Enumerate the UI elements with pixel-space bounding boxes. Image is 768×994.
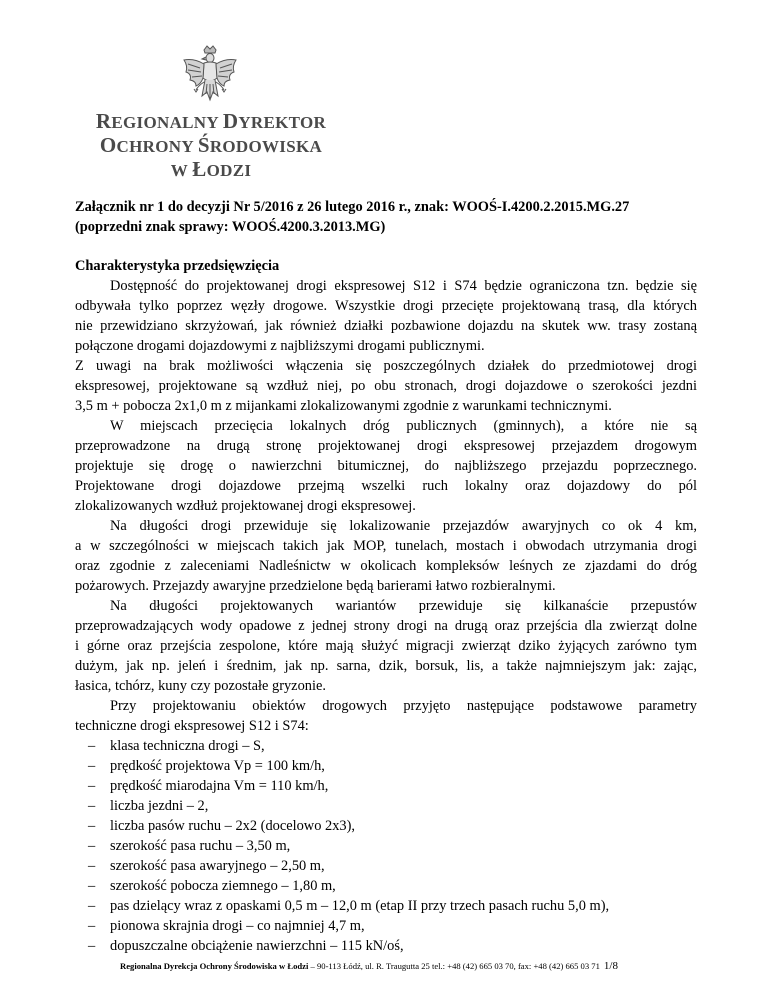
list-dash: – (88, 838, 96, 854)
paragraph-line: a w szczególności w miejscach takich jak MOP, tunelach, mostach i obwodach utrzymania drogi (75, 538, 697, 554)
office-line-2: OCHRONY ŚRODOWISKA (99, 133, 323, 157)
list-item (75, 776, 697, 796)
list-item (75, 916, 697, 936)
list-dash: – (88, 818, 96, 834)
paragraph-line: przeprowadzających wody opadowe z jednej strony drogi na drugą oraz przejścia dla zwierząt dolne (75, 618, 697, 634)
list-item (75, 736, 697, 756)
list-item-text: pionowa skrajnia drogi – co najmniej 4,7 m, (110, 918, 365, 934)
paragraph-line: Przy projektowaniu obiektów drogowych przyjęto następujące podstawowe parametry (110, 698, 697, 714)
paragraph-line: dużym, jak np. jeleń i średnim, jak np. sarna, dzik, borsuk, lis, a także najmniejszym jak: zając, (75, 658, 697, 674)
paragraph-line: przeprowadzone na drugą stronę projektowanej drogi ekspresowej przejazdem drogowym (75, 438, 697, 454)
list-item (75, 816, 697, 836)
paragraph-line: i górne oraz przejścia zespolone, które mają służyć migracji zwierząt dziko żyjących zarówno tym (75, 638, 697, 654)
list-item-text: prędkość projektowa Vp = 100 km/h, (110, 758, 325, 774)
list-dash: – (88, 778, 96, 794)
list-item-text: liczba pasów ruchu – 2x2 (docelowo 2x3), (110, 818, 355, 834)
decision-reference (75, 197, 697, 237)
list-item-text: liczba jezdni – 2, (110, 798, 209, 814)
list-dash: – (88, 858, 96, 874)
list-item-text: pas dzielący wraz z opaskami 0,5 m – 12,0 m (etap II przy trzech pasach ruchu 5,0 m), (110, 898, 610, 914)
list-item-text: dopuszczalne obciążenie nawierzchni – 115 kN/oś, (110, 938, 404, 954)
list-item-text: klasa techniczna drogi – S, (110, 738, 265, 754)
decision-reference-line-2: (poprzedni znak sprawy: WOOŚ.4200.3.2013.MG) (75, 219, 386, 235)
office-line-1-rest-2: YREKTOR (238, 113, 327, 132)
list-item-text: szerokość pasa awaryjnego – 2,50 m, (110, 858, 325, 874)
paragraph-line: projektuje się drogę o nawierzchni bitumicznej, do najbliższego przejazdu poprzecznego. (75, 458, 697, 474)
list-dash: – (88, 758, 96, 774)
list-item-text: prędkość miarodajna Vm = 110 km/h, (110, 778, 329, 794)
list-item (75, 836, 697, 856)
paragraph-line: oraz zgodnie z zaleceniami Nadleśnictw w okolicach kompleksów leśnych ze zjazdami do dróg (75, 558, 697, 574)
paragraph-line: Z uwagi na brak możliwości włączenia się poszczególnych działek do przedmiotowej drogi (75, 358, 697, 374)
list-item-text: szerokość pasa ruchu – 3,50 m, (110, 838, 291, 854)
list-dash: – (88, 898, 96, 914)
parameter-list (75, 736, 697, 956)
issuing-office-name (60, 110, 362, 182)
list-dash: – (88, 938, 96, 954)
paragraph-line: połączone drogami dojazdowymi z najbliższymi drogami publicznymi. (75, 338, 485, 354)
paragraph-line: Projektowane drogi dojazdowe przejmą wszelki ruch lokalny oraz dojazdowy do pól (75, 478, 697, 494)
paragraph-line: Na długości drogi przewiduje się lokalizowanie przejazdów awaryjnych co ok 4 km, (110, 518, 697, 534)
paragraph-line: W miejscach przecięcia lokalnych dróg publicznych (gminnych), a które nie są (110, 418, 697, 434)
list-item (75, 876, 697, 896)
paragraph-line: 3,5 m + pobocza 2x1,0 m z mijankami zlokalizowanymi zgodnie z warunkami technicznymi. (75, 398, 612, 414)
list-item (75, 936, 697, 956)
section-title: Charakterystyka przedsięwzięcia (75, 258, 280, 274)
decision-reference-line-1: Załącznik nr 1 do decyzji Nr 5/2016 z 26 lutego 2016 r., znak: WOOŚ-I.4200.2.2015.MG.27 (75, 199, 630, 215)
paragraph-line: odbywała tylko poprzez węzły drogowe. Wszystkie drogi przecięte projektowaną trasą, dla których (75, 298, 697, 314)
office-line-3: W ŁODZI (170, 157, 252, 181)
footer-organization: Regionalna Dyrekcja Ochrony Środowiska w Łodzi (120, 961, 309, 971)
list-item (75, 796, 697, 816)
list-dash: – (88, 798, 96, 814)
list-dash: – (88, 738, 96, 754)
office-line-1-rest: EGIONALNY (111, 113, 223, 132)
office-line-1: REGIONALNY DYREKTOR (95, 109, 327, 133)
paragraph-line: zlokalizowanych wzdłuż projektowanej drogi ekspresowej. (75, 498, 416, 514)
paragraph-line: łasica, tchórz, kuny czy pozostałe gryzonie. (75, 678, 326, 694)
paragraph-line: Dostępność do projektowanej drogi ekspresowej S12 i S74 będzie ograniczona tzn. będzie się (110, 278, 697, 294)
paragraph-line: pożarowych. Przejazdy awaryjne przedzielone będą barierami łatwo rozbieralnymi. (75, 578, 556, 594)
list-item (75, 896, 697, 916)
document-body (75, 276, 697, 956)
page-footer (120, 960, 740, 972)
footer-address: – 90-113 Łódź, ul. R. Traugutta 25 tel.: +48 (42) 665 03 70, fax: +48 (42) 665 03 71 (308, 961, 600, 971)
list-item (75, 856, 697, 876)
list-dash: – (88, 878, 96, 894)
list-dash: – (88, 918, 96, 934)
list-item (75, 756, 697, 776)
paragraph-line: Na długości projektowanych wariantów przewiduje się kilkanaście przepustów (110, 598, 697, 614)
list-item-text: szerokość pobocza ziemnego – 1,80 m, (110, 878, 336, 894)
page-number: 1/8 (603, 960, 618, 972)
paragraph-line: techniczne drogi ekspresowej S12 i S74: (75, 718, 309, 734)
paragraph-line: ekspresowej, projektowane są wzdłuż niej, po obu stronach, drogi dojazdowe o szerokości jezdni (75, 378, 697, 394)
paragraph-line: nie przewidziano skrzyżowań, jak również działki pozbawione dojazdu na skutek ww. trasy zostaną (75, 318, 697, 334)
polish-eagle-emblem-icon (180, 44, 240, 106)
